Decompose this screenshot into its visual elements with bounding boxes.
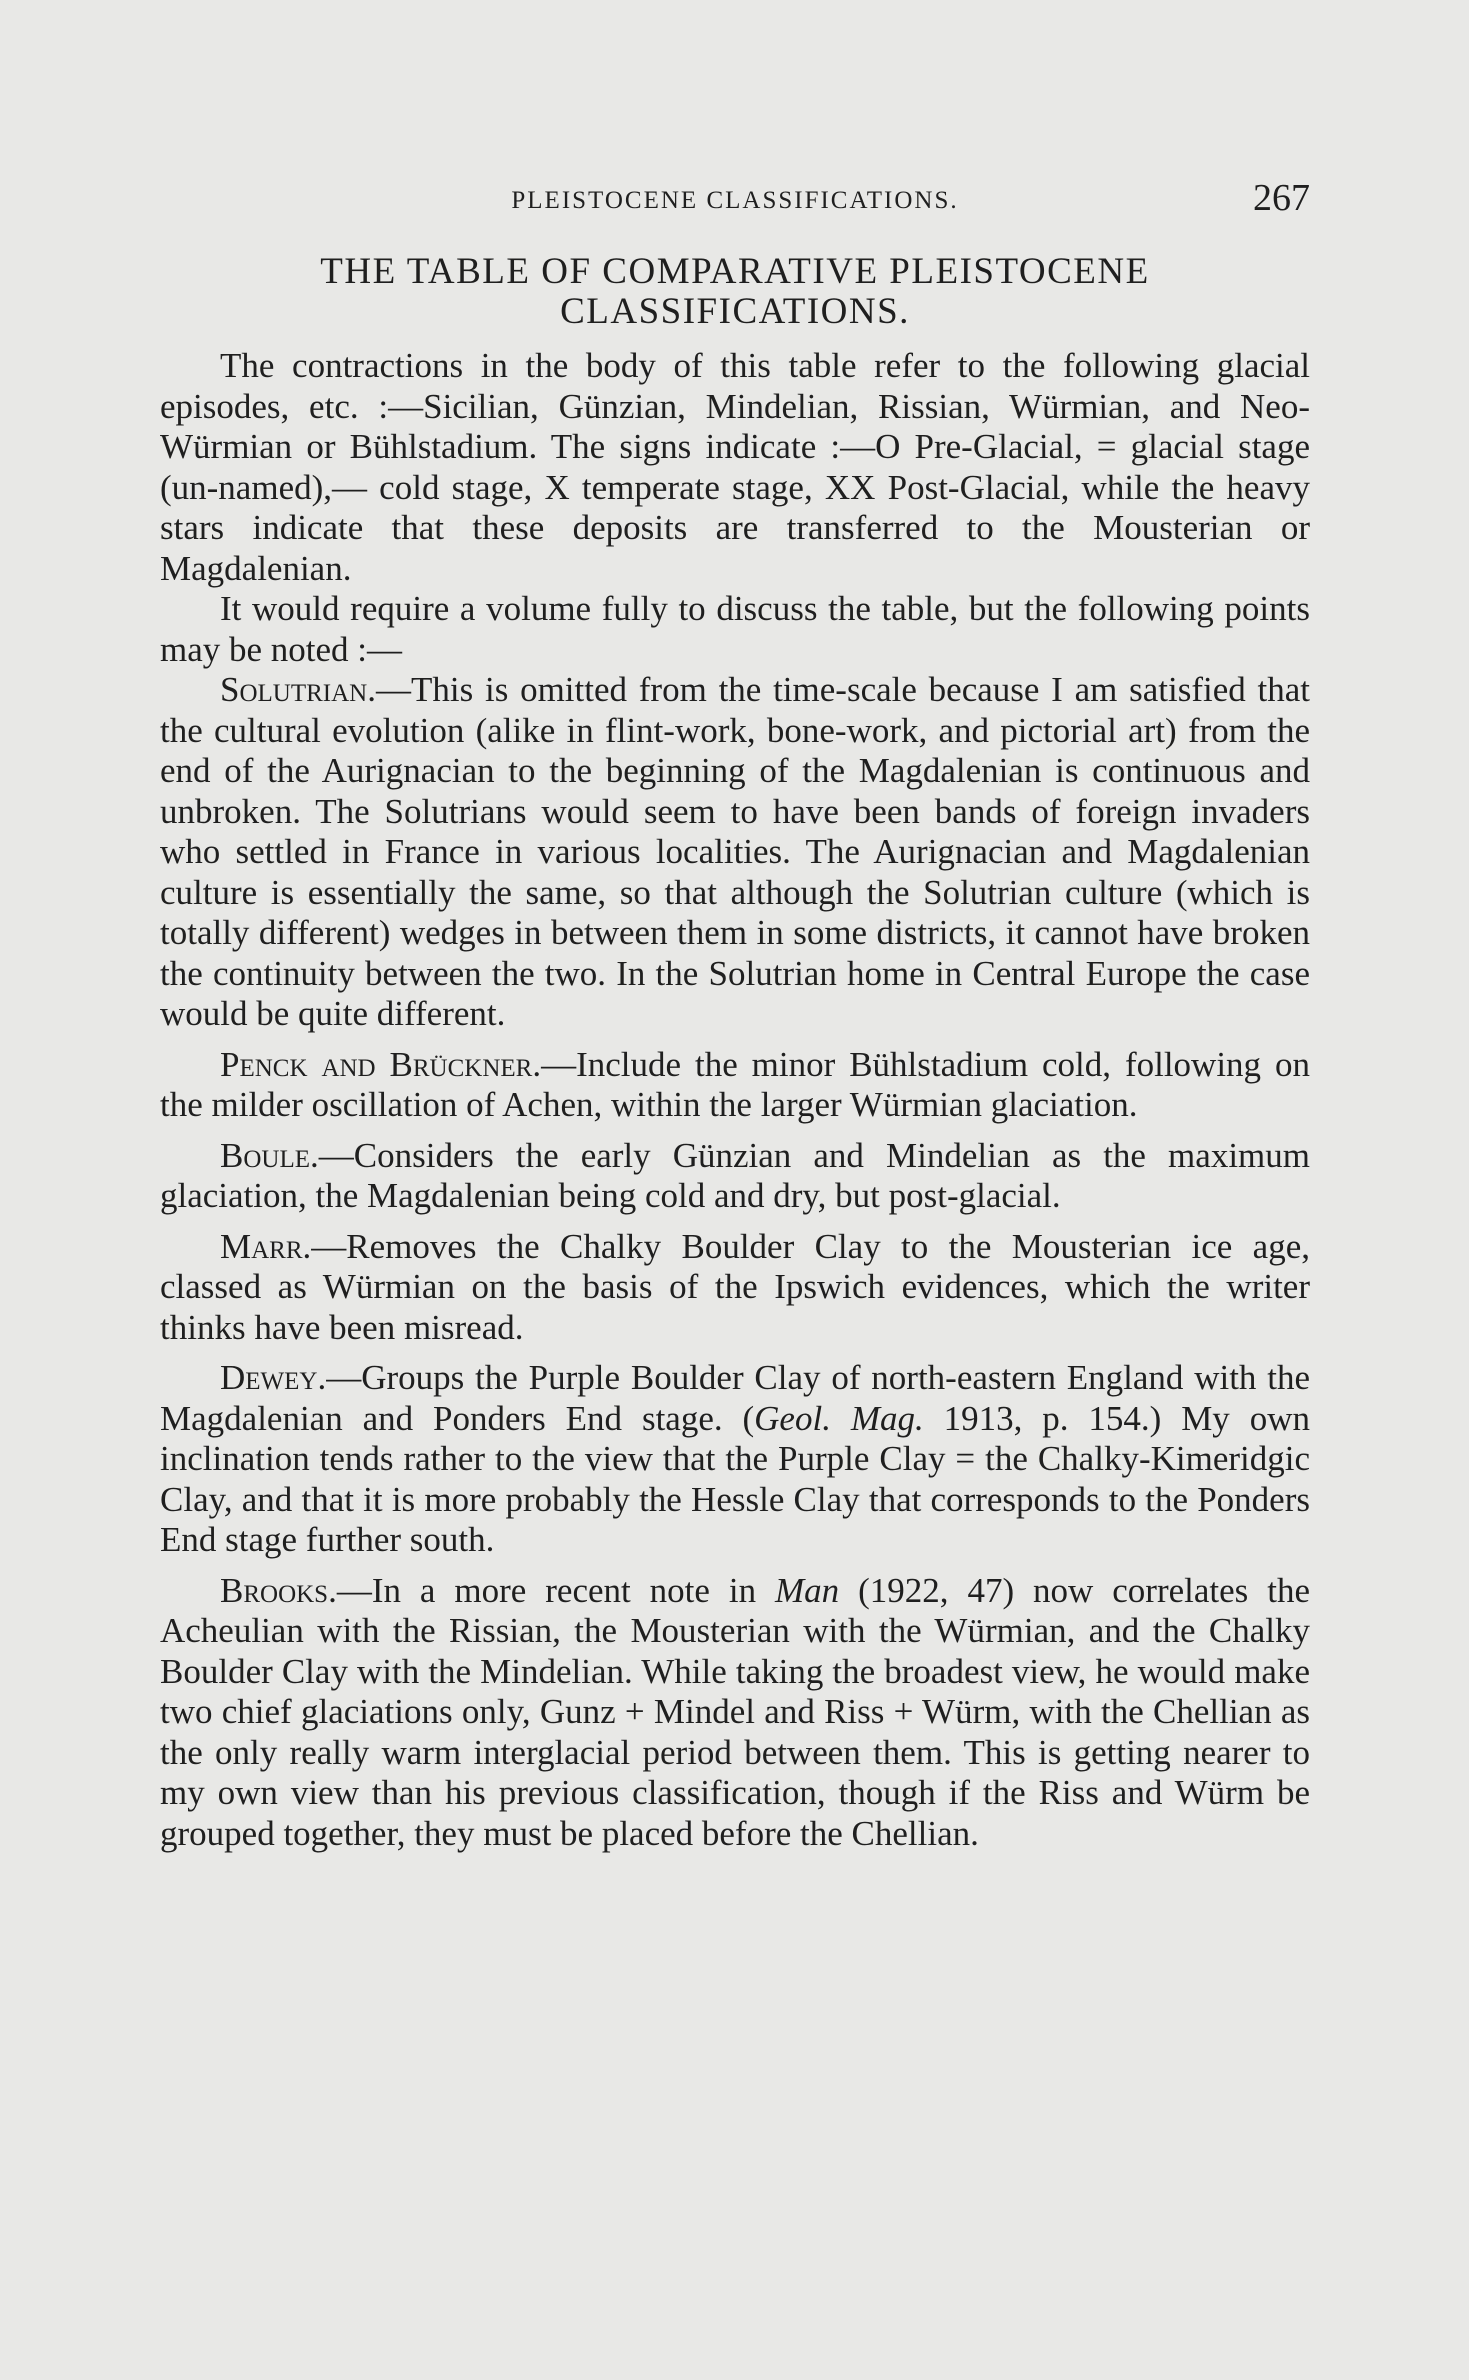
intro-paragraph-1: The contractions in the body of this table refer to the following glacial episodes, etc. :—Sicilian, Günzian, Mindelian, Rissian, Würmian, and Neo-Würmian or Bühlstadium. The signs indicate :—O Pre-Glacial, = glacial stage (un-named),— cold stage, X temperate stage, XX Post-Glacial, while the heavy stars indicate that these deposits are transferred to the Mousterian or Magdalenian. (160, 346, 1310, 588)
penck-paragraph (160, 1045, 1310, 1126)
dewey-text-a: —Groups the Purple Boulder Clay of north-eastern England with the Magdalenian and Ponders End stage. ( (160, 1358, 1310, 1438)
penck-text: —Include the minor Bühlstadium cold, following on the milder oscillation of Achen, within the larger Würmian glaciation. (160, 1044, 1310, 1124)
marr-text: —Removes the Chalky Boulder Clay to the Mousterian ice age, classed as Würmian on the basis of the Ipswich evidences, which the writer thinks have been misread. (160, 1226, 1310, 1347)
dewey-paragraph (160, 1358, 1310, 1561)
brooks-reference-journal: Man (775, 1570, 840, 1610)
page-number: 267 (1253, 177, 1310, 219)
boule-paragraph (160, 1136, 1310, 1217)
solutrian-paragraph (160, 670, 1310, 1035)
dewey-text-b: 1913, p. 154.) My own inclination tends rather to the view that the Purple Clay = the Chalky-Kimeridgic Clay, and that it is more probably the Hessle Clay that corresponds to the Ponders End stage further south. (160, 1398, 1310, 1559)
intro-paragraph-2: It would require a volume fully to discuss the table, but the following points may be noted :— (160, 589, 1310, 669)
dewey-heading: Dewey. (220, 1358, 327, 1397)
brooks-text-b: (1922, 47) now correlates the Acheulian with the Rissian, the Mousterian with the Würmian, and the Chalky Boulder Clay with the Mindelian. While taking the broadest view, he would make two chief glaciations only, Gunz + Mindel and Riss + Würm, with the Chellian as the only really warm interglacial period between them. This is getting nearer to my own view than his previous classification, though if the Riss and Würm be grouped together, they must be placed before the Chellian. (160, 1570, 1310, 1853)
section-title (160, 252, 1310, 332)
brooks-paragraph (160, 1571, 1310, 1855)
solutrian-heading: Solutrian. (220, 670, 376, 709)
dewey-reference-journal: Geol. Mag. (754, 1398, 924, 1438)
running-title: PLEISTOCENE CLASSIFICATIONS. (511, 187, 959, 214)
boule-heading: Boule. (220, 1135, 319, 1175)
marr-paragraph (160, 1227, 1310, 1349)
brooks-text-a: —In a more recent note in (336, 1570, 776, 1610)
section-title-line-1: THE TABLE OF COMPARATIVE PLEISTOCENE (320, 251, 1150, 292)
brooks-heading: Brooks. (220, 1570, 337, 1610)
marr-heading: Marr. (220, 1226, 312, 1266)
penck-heading: Penck and Brückner. (220, 1044, 542, 1084)
solutrian-text: —This is omitted from the time-scale because I am satisfied that the cultural evolution (alike in flint-work, bone-work, and pictorial art) from the end of the Aurignacian to the beginning of the Magdalenian is continuous and unbroken. The Solutrians would seem to have been bands of foreign invaders who settled in France in various localities. The Aurignacian and Magdalenian culture is essentially the same, so that although the Solutrian culture (which is totally different) wedges in between them in some districts, it cannot have broken the continuity between the two. In the Solutrian home in Central Europe the case would be quite different. (160, 670, 1310, 1033)
boule-text: —Considers the early Günzian and Mindelian as the maximum glaciation, the Magdalenian being cold and dry, but post-glacial. (160, 1135, 1310, 1215)
section-title-line-2: CLASSIFICATIONS. (560, 291, 910, 332)
running-head (160, 178, 1310, 228)
page-body (160, 252, 1310, 1854)
